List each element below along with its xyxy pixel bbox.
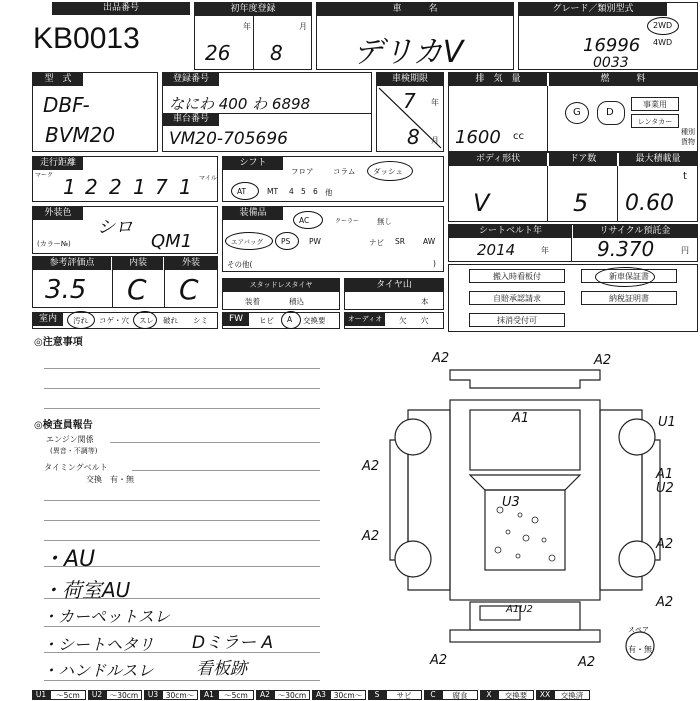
diag-label-6: A1: [656, 467, 674, 482]
color: シロ: [97, 217, 133, 238]
color-no-label: (カラー№): [37, 240, 71, 248]
chassis-label: 車台番号: [163, 113, 219, 126]
equip-navi: ナビ: [369, 238, 384, 247]
model-line-1: DBF-: [43, 93, 90, 117]
capacity-label: 最大積載量: [619, 153, 697, 166]
trans-mt: MT: [267, 187, 279, 196]
color-box: [32, 206, 218, 254]
doc-jibai: 自賠承認請求: [469, 291, 565, 305]
diag-label-15: A2: [430, 653, 448, 668]
mileage-digit-1: 1: [63, 175, 76, 199]
lot-number-label: 出品番号: [52, 2, 190, 15]
diag-label-13: A1U2: [506, 604, 533, 615]
reg-no: なにわ 400 わ 6898: [169, 95, 311, 113]
diag-label-3: A1: [512, 411, 530, 426]
shift-floor: フロア: [291, 167, 314, 176]
note-5: ・ハンドルスレ: [42, 661, 154, 680]
mileage-box: 走行距離 マーク 万 千 百 十 一 1 2 2 1 7 1 マイル: [32, 156, 218, 202]
mileage-digit-4: 1: [133, 175, 146, 199]
legend-value-3: ～5cm: [218, 690, 254, 700]
legend-key-4: A2: [256, 690, 274, 700]
lot-id: KB0013: [33, 22, 140, 55]
legend-key-5: A3: [312, 690, 330, 700]
trans-5: 5: [301, 187, 306, 196]
doc-warranty: 新車保証書: [581, 269, 677, 283]
documents-box: [448, 264, 698, 332]
legend-key-7: C: [424, 690, 442, 700]
body-shape-label: ボディ形状: [449, 153, 547, 166]
interior-label: 内装: [113, 257, 163, 270]
first-reg-year: 26: [205, 41, 231, 65]
equip-sr: SR: [395, 237, 405, 246]
use-rental: レンタカー: [631, 114, 679, 128]
engine-sub: (異音・不調等): [50, 447, 98, 455]
fw-box: FW ヒビ A 交換要: [222, 312, 340, 329]
seatbelt-recycle-box: シートベルト年 リサイクル預託金 2014 年 9.370 円: [448, 224, 698, 262]
body-shape-box: ボディ形状 ドア数 最大積載量 V 5 0.60 t: [448, 152, 698, 222]
chassis-no: VM20-705696: [169, 129, 288, 149]
color-label: 外装色: [33, 207, 83, 220]
model-label: 型 式: [33, 73, 83, 86]
legend-key-9: XX: [536, 690, 554, 700]
displacement-value: 1600: [455, 127, 501, 148]
mileage-digit-2: 2: [85, 175, 98, 199]
grade-code-2: 0033: [593, 55, 629, 71]
caution-title: ◎注意事項: [34, 337, 83, 348]
audio-label: オーディオ: [345, 313, 385, 326]
doors: 5: [573, 189, 589, 217]
seatbelt-year: 2014: [477, 241, 516, 259]
engine-label: エンジン関係: [46, 435, 94, 444]
interior-grade: C: [127, 273, 147, 306]
interior-cond-box: 室内 汚れ コゲ・穴 スレ 破れ シミ: [32, 312, 218, 329]
legend-value-1: ～30cm: [106, 690, 142, 700]
color-no: QM1: [151, 231, 193, 252]
inspection-year: 7: [403, 89, 416, 113]
tire-label: タイヤ山: [345, 279, 443, 292]
diag-label-10: A2: [656, 595, 674, 610]
car-damage-diagram: [330, 340, 700, 688]
spare-label: スペア: [628, 626, 649, 634]
studless-box: [222, 278, 340, 310]
exterior-label: 外装: [165, 257, 217, 270]
model-box: [32, 72, 158, 152]
first-registration-label: 初年度登録: [195, 3, 311, 16]
doc-signboard: 搬入時看板付: [469, 269, 565, 283]
body-shape: V: [473, 189, 490, 217]
drive-2wd: 2WD: [653, 21, 673, 30]
displacement-label: 排 気 量: [449, 73, 547, 86]
grade-code-1: 16996: [583, 35, 641, 56]
legend-key-6: S: [368, 690, 386, 700]
studless-mounted: 装着: [245, 297, 260, 306]
equip-aw: AW: [423, 237, 436, 246]
fuel-d: D: [606, 107, 614, 118]
legend-key-2: U3: [144, 690, 162, 700]
note-3: ・カーペットスレ: [42, 607, 170, 626]
fuel-label: 燃 料: [549, 73, 697, 86]
equip-other: その他(: [227, 260, 253, 269]
registration-box: [162, 72, 372, 152]
legend-value-2: 30cm～: [162, 690, 198, 700]
recycle-amount: 9.370: [597, 237, 655, 261]
legend-key-3: A1: [200, 690, 218, 700]
equip-airbag: エアバッグ: [231, 238, 263, 246]
seatbelt-label: シートベルト年: [449, 225, 572, 238]
score-label: 参考評価点: [33, 257, 111, 270]
equip-none: 無し: [377, 217, 392, 226]
score: 3.5: [45, 275, 87, 305]
audio-box: オーディオ 欠 穴: [344, 312, 444, 329]
car-name: デリカV: [353, 35, 464, 70]
tire-value: 本: [421, 297, 429, 306]
timing-label: タイミングベルト: [44, 463, 108, 472]
drive-4wd: 4WD: [653, 38, 673, 47]
use-business: 事業用: [631, 97, 679, 111]
trans-6: 6: [313, 187, 318, 196]
diag-label-8: A2: [362, 529, 380, 544]
diag-label-7: U2: [656, 481, 674, 496]
inspection-label: 車検期限: [377, 73, 443, 86]
legend-value-9: 交換済: [554, 690, 590, 700]
note-4: ・シートヘタリ: [42, 635, 155, 654]
legend-value-4: ～30cm: [274, 690, 310, 700]
timing-opts: 交換 有・無: [86, 475, 134, 484]
legend-key-0: U1: [32, 690, 50, 700]
exterior-grade: C: [179, 273, 199, 306]
mileage-digit-3: 2: [109, 175, 122, 199]
model-line-2: BVM20: [45, 123, 116, 147]
first-reg-month: 8: [270, 41, 283, 65]
equip-pw: PW: [309, 237, 321, 246]
interior-cond-label: 室内: [33, 313, 63, 326]
first-registration-box: 初年度登録 26 年 8 月: [194, 2, 312, 70]
trans-at: AT: [237, 187, 247, 196]
mileage-digit-6: 1: [179, 175, 192, 199]
spare-opts: 有・無: [628, 645, 652, 654]
fw-label: FW: [223, 313, 249, 326]
grade-label: グレード／類別型式: [519, 3, 667, 16]
recycle-label: リサイクル預託金: [573, 225, 697, 238]
trans-other: 他: [325, 188, 333, 197]
legend-key-8: X: [480, 690, 498, 700]
type-label: 種別: [681, 128, 695, 136]
legend-key-1: U2: [88, 690, 106, 700]
legend-value-6: サビ: [386, 690, 422, 700]
inspection-box: 車検期限 7 年 8 月: [376, 72, 444, 152]
note-1: ・AU: [42, 547, 96, 572]
equipment-box: 装備品 AC クーラー 無し エアバッグ PS PW ナビ SR AW その他( ): [222, 206, 444, 272]
legend-value-8: 交換要: [498, 690, 534, 700]
doc-cancel: 抹消受付可: [469, 313, 565, 327]
shift-column: コラム: [333, 167, 356, 176]
equip-ps: PS: [281, 237, 291, 246]
car-name-box: [316, 2, 514, 70]
equip-cooler: クーラー: [335, 218, 360, 225]
inspector-title: ◎検査員報告: [34, 420, 93, 431]
diag-label-16: A2: [578, 655, 596, 670]
grade-box: [518, 2, 698, 70]
displacement-fuel-box: 排 気 量 燃 料 1600 cc G D 事業用 レンタカー 種別 貨物: [448, 72, 698, 152]
doc-tax: 納税証明書: [581, 291, 677, 305]
legend-value-7: 腐食: [442, 690, 478, 700]
capacity: 0.60: [625, 191, 674, 216]
mileage-label: 走行距離: [33, 157, 83, 170]
equip-ac: AC: [299, 216, 310, 225]
note-2: ・荷室AU: [42, 578, 131, 602]
shift-box: [222, 156, 444, 202]
diag-label-1: A2: [432, 351, 450, 366]
shift-label: シフト: [223, 157, 283, 170]
diag-label-4: U1: [658, 415, 676, 430]
inspection-month: 8: [407, 125, 420, 149]
tire-box: [344, 278, 444, 310]
note-right-1: Dミラー A: [192, 633, 274, 653]
studless-loaded: 積込: [289, 297, 304, 306]
doors-label: ドア数: [549, 153, 617, 166]
diag-label-9: A2: [656, 537, 674, 552]
diag-label-14: U3: [502, 495, 520, 510]
shift-dash: ダッシュ: [373, 167, 403, 176]
mileage-unit: マイル: [199, 175, 217, 182]
legend-value-5: 30cm～: [330, 690, 366, 700]
car-name-label: 車 名: [317, 3, 513, 16]
trans-4: 4: [289, 187, 294, 196]
reg-no-label: 登録番号: [163, 73, 219, 86]
studless-label: スタッドレスタイヤ: [223, 279, 339, 292]
diag-label-5: A2: [362, 459, 380, 474]
score-box: [32, 256, 218, 308]
type-value: 貨物: [681, 138, 695, 146]
diag-label-2: A2: [594, 353, 612, 368]
mileage-digit-5: 7: [155, 175, 168, 199]
equipment-label: 装備品: [223, 207, 283, 220]
note-right-2: 看板跡: [196, 659, 247, 679]
legend-value-0: ～5cm: [50, 690, 86, 700]
fuel-g: G: [573, 107, 581, 118]
